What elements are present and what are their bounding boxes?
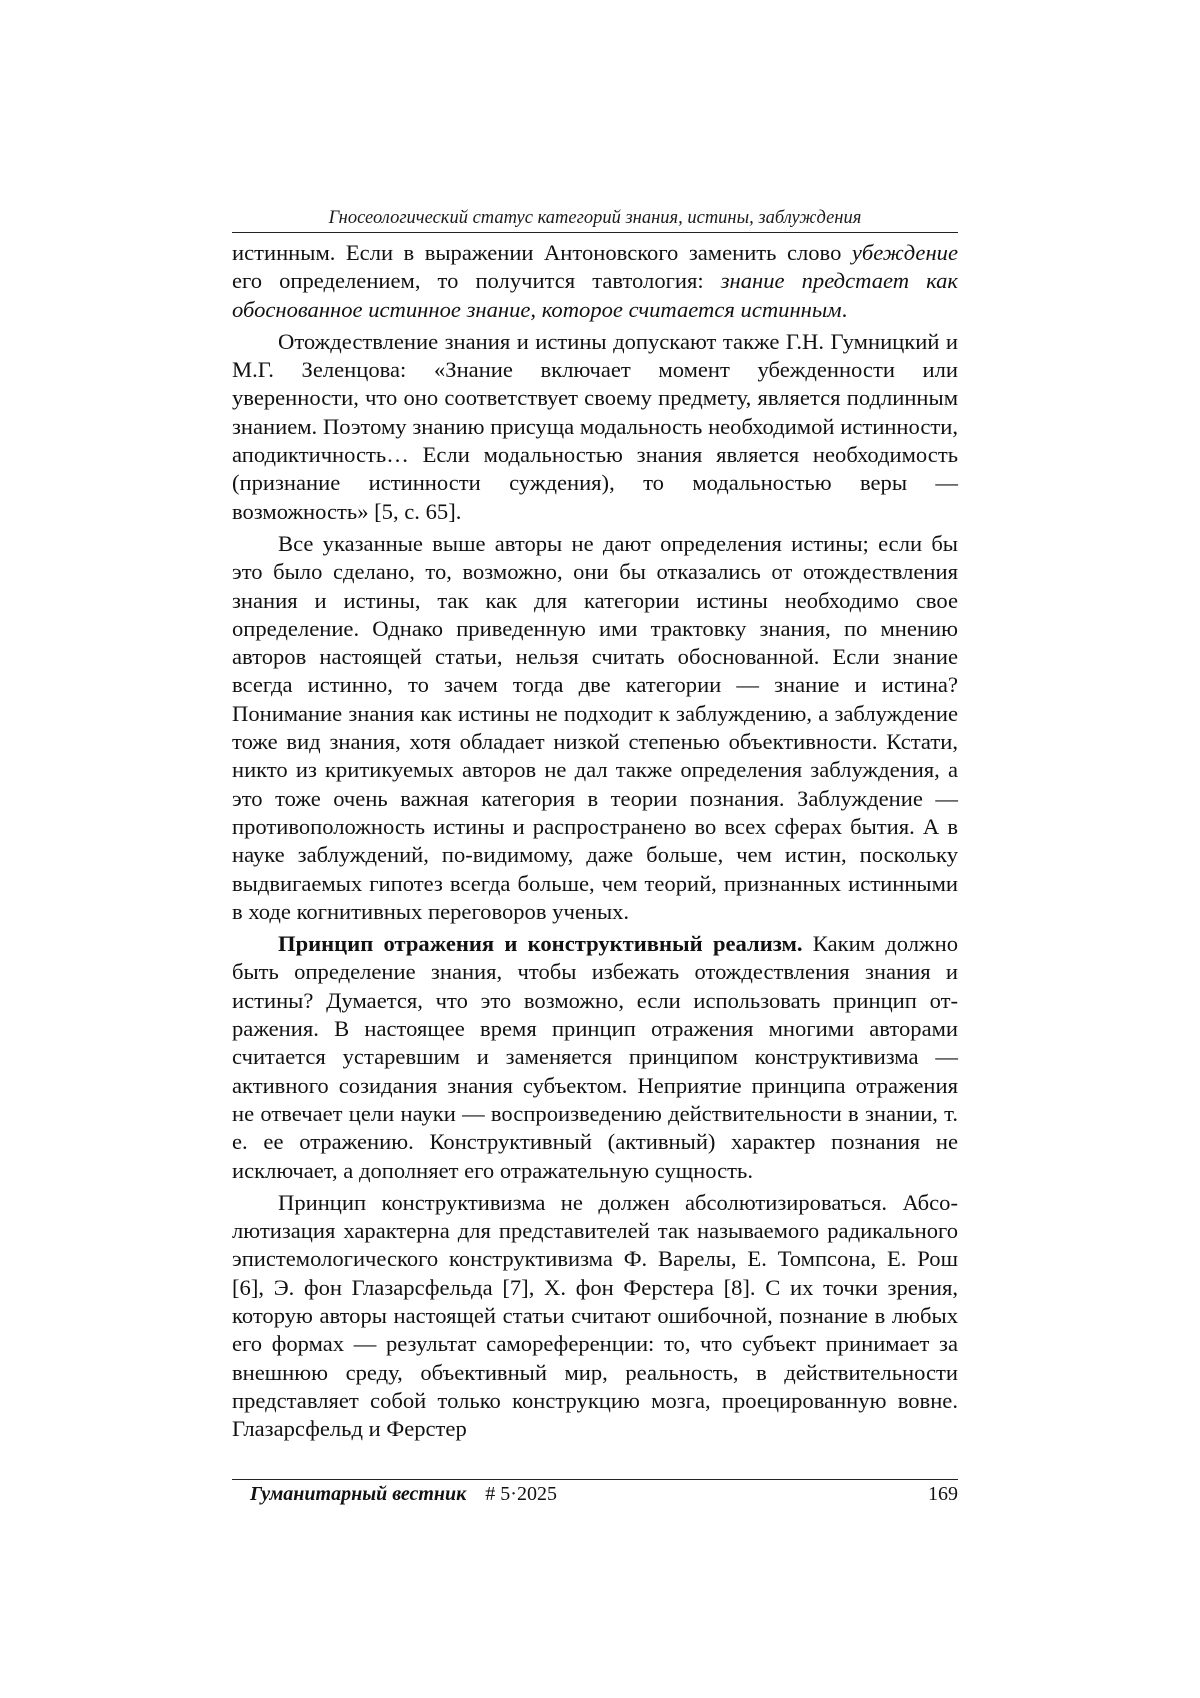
paragraph	[232, 530, 958, 926]
page-number: 169	[928, 1483, 958, 1505]
article-body	[232, 239, 958, 1447]
text-run: Отождествление знания и истины допускают также Г.Н. Гумницкий и М.Г. Зеленцова: «Знание включает момент убежденности или уверенности, что оно соответствует своему предмету, является подлинным знанием. Поэтому знанию присуща модальность необходимой истинности, аподиктичность… Если модальностью знания является необходимость (признание истинности суждения), то модальностью веры — возможность» [5, с. 65].	[232, 328, 958, 524]
header-divider	[232, 232, 958, 233]
running-title: Гносеологический статус категорий знания, истины, заблуждения	[328, 208, 862, 228]
footer-divider	[232, 1479, 958, 1480]
paragraph	[232, 930, 958, 1185]
text-run: Каким должно быть определение знания, чтобы избежать отождествления знания и истины? Думается, что это возможно, если использовать принцип отражения. В настоящее время принцип отражения многими авторами считается устаревшим и заменяется принципом конструктивизма — активного созидания знания субъектом. Неприятие принципа отражения не отвечает цели науки — воспроизведению действительности в знании, т. е. ее отражению. Конструктивный (активный) характер познания не исключает, а дополняет его отражательную сущность.	[232, 931, 959, 1183]
text-run: его определением, то получится тавтология:	[232, 268, 721, 294]
paragraph	[232, 328, 958, 526]
text-run: Все указанные выше авторы не дают определения истины; если бы это было сделано, то, возможно, они бы отказались от отождествления знания и истины, так как для категории истины необходимо свое определение. Однако приведенную ими трактовку знания, по мнению авторов настоящей статьи, нельзя считать обоснованной. Если знание всегда истинно, то зачем тогда две категории — знание и истина? Понимание знания как истины не подходит к заблуждению, а заблуждение тоже вид знания, хотя обладает низкой степенью объективности. Кстати, никто из критикуемых авторов не дал также определения заблуждения, а это тоже очень важная категория в теории познания. Заблуждение — противоположность истины и распространено во всех сферах бытия. А в науке заблуждений, по-видимому, даже больше, чем истин, поскольку выдвигаемых гипотез всегда больше, чем теорий, признанных истинными в ходе когнитивных переговоров ученых.	[232, 530, 958, 924]
journal-title: Гуманитарный вестник	[250, 1483, 467, 1505]
text-run: истинным. Если в выражении Антоновского заменить слово	[232, 240, 852, 265]
italic-text: знание предстает как обоснованное истинное знание, которое считается истинным	[232, 268, 959, 322]
page-footer	[232, 1483, 958, 1511]
paragraph	[232, 1189, 958, 1444]
italic-text: убеждение	[851, 240, 958, 265]
text-run: Принцип конструктивизма не должен абсолютизироваться. Абсолютизация характерна для представителей так называемого радикального эпистемологического конструктивизма Ф. Варелы, Е. Томпсона, Е. Рош [6], Э. фон Глазарсфельда [7], Х. фон Ферстера [8]. С их точки зрения, которую авторы настоящей статьи считают ошибочной, познание в любых его формах — результат самореференции: то, что субъект принимает за внешнюю среду, объективный мир, реальность, в действительности представляет собой только конструкцию мозга, проецированную вовне. Глазарсфельд и Ферстер	[232, 1189, 958, 1442]
bold-heading-text: Принцип отражения и конструктивный реализм.	[278, 931, 803, 957]
text-run: .	[841, 296, 848, 322]
issue-number: # 5·2025	[485, 1483, 557, 1505]
paragraph	[232, 239, 958, 324]
